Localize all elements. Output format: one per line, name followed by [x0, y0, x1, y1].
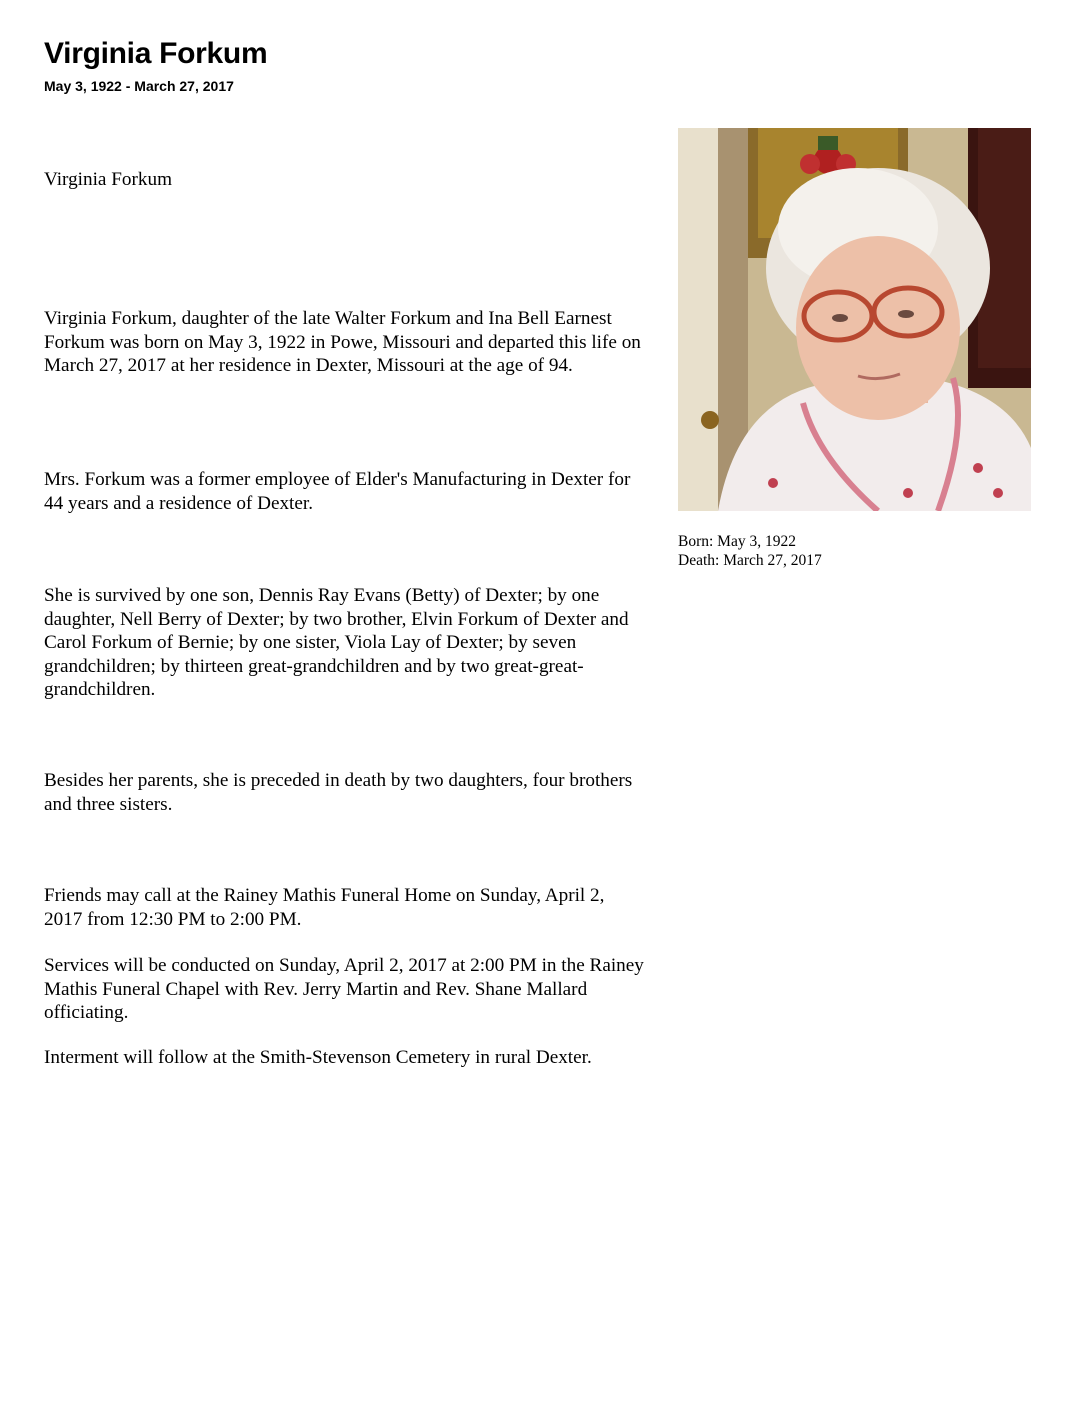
paragraph-birth-death: Virginia Forkum, daughter of the late Walter Forkum and Ina Bell Earnest Forkum was born on May 3, 1922 in Powe, Missouri and departed this life on March 27, 2017 at her residence in Dexter, Missouri at the age of 94.: [44, 308, 641, 376]
paragraph-services: Services will be conducted on Sunday, April 2, 2017 at 2:00 PM in the Rainey Mathis Funeral Chapel with Rev. Jerry Martin and Rev. Shane Mallard officiating.: [44, 955, 644, 1023]
name-line: Virginia Forkum: [44, 169, 173, 190]
portrait-photo: [678, 128, 1031, 511]
paragraph-visitation: Friends may call at the Rainey Mathis Funeral Home on Sunday, April 2, 2017 from 12:30 PM to 2:00 PM.: [44, 885, 605, 930]
paragraph-interment: Interment will follow at the Smith-Stevenson Cemetery in rural Dexter.: [44, 1047, 592, 1068]
obituary-name-heading: Virginia Forkum: [44, 37, 268, 70]
death-date: Death: March 27, 2017: [678, 552, 822, 569]
paragraph-preceded-in-death: Besides her parents, she is preceded in death by two daughters, four brothers and three sisters.: [44, 770, 633, 815]
paragraph-employment: Mrs. Forkum was a former employee of Elder's Manufacturing in Dexter for 44 years and a residence of Dexter.: [44, 469, 631, 514]
life-dates-caption: [678, 532, 822, 570]
paragraph-survivors: She is survived by one son, Dennis Ray Evans (Betty) of Dexter; by one daughter, Nell Berry of Dexter; by two brother, Elvin Forkum of Dexter and Carol Forkum of Bernie; by one sister, Viola Lay of Dexter; by seven grandchildren; by thirteen great-grandchildren and by two great-great-grandchildren.: [44, 585, 629, 700]
life-dates: May 3, 1922 - March 27, 2017: [44, 78, 234, 94]
born-date: Born: May 3, 1922: [678, 533, 796, 550]
